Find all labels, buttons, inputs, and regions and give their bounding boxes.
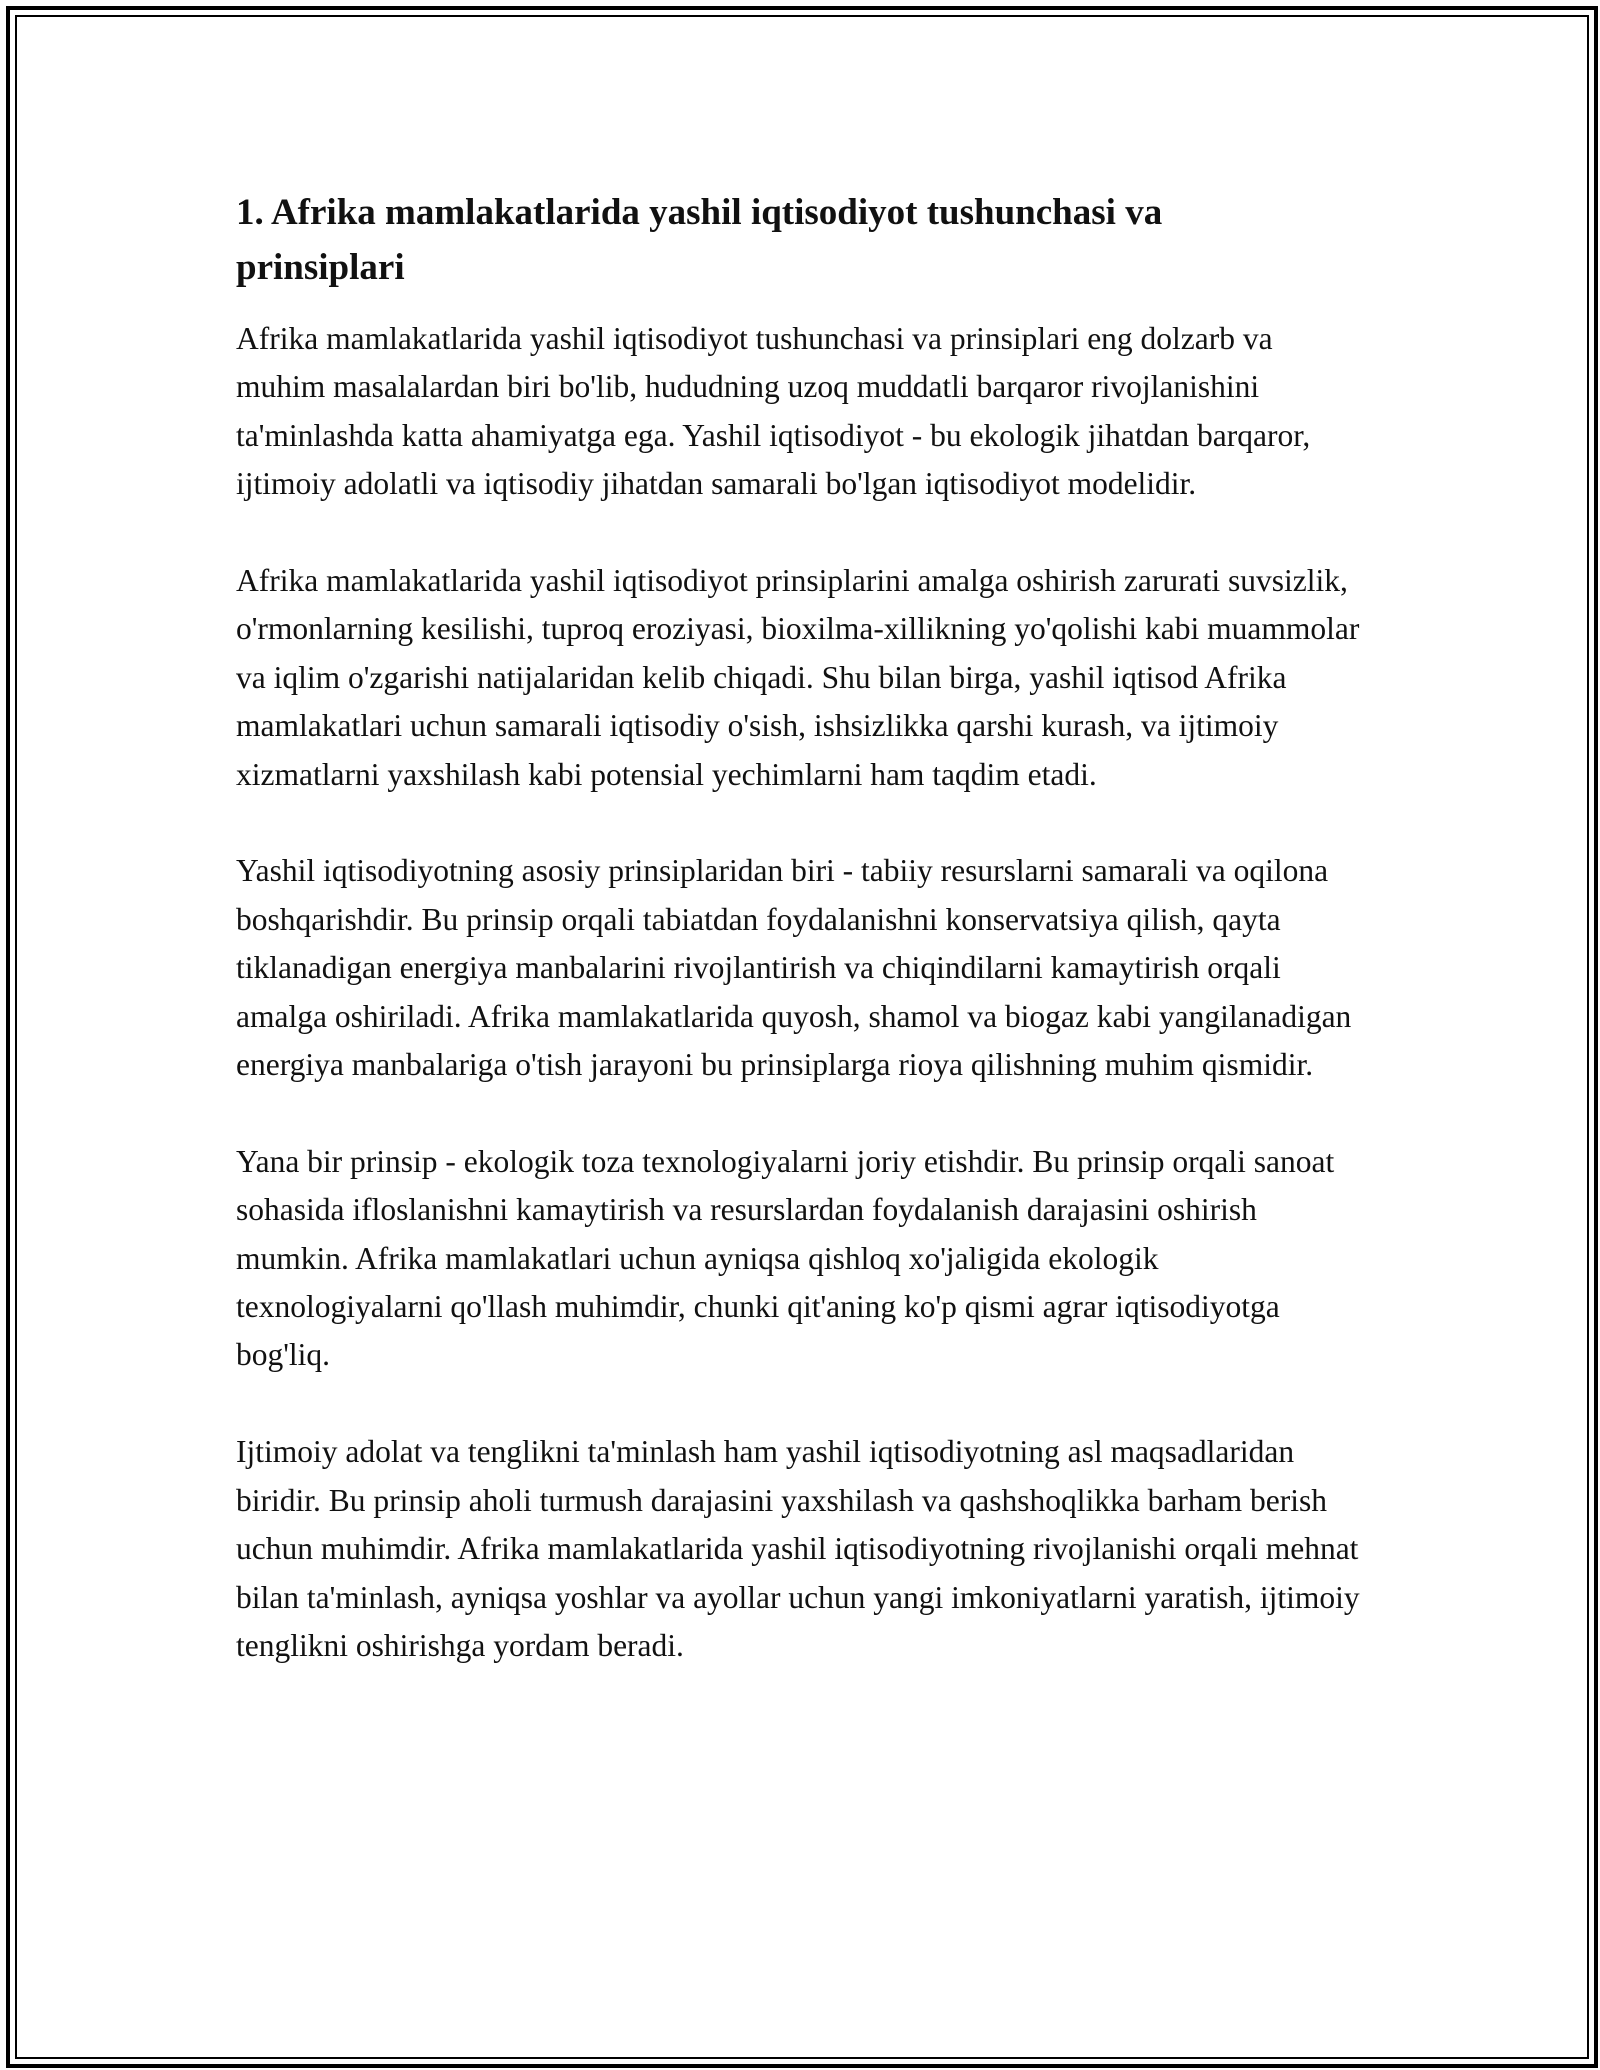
paragraph-1: Afrika mamlakatlarida yashil iqtisodiyot tushunchasi va prinsiplari eng dolzarb va muhim masalalardan biri bo'lib, hududning uzoq muddatli barqaror rivojlanishini ta'minlashda katta ahamiyatga ega. Yashil iqtisodiyot - bu ekologik jihatdan barqaror, ijtimoiy adolatli va iqtisodiy jihatdan samarali bo'lgan iqtisodiyot modelidir. (236, 321, 1311, 502)
paragraph-4: Yana bir prinsip - ekologik toza texnologiyalarni joriy etishdir. Bu prinsip orqali sanoat sohasida ifloslanishni kamaytirish va resurslardan foydalanish darajasini oshirish mumkin. Afrika mamlakatlari uchun ayniqsa qishloq xo'jaligida ekologik texnologiyalarni qo'llash muhimdir, chunki qit'aning ko'p qismi agrar iqtisodiyotga bog'liq. (236, 1143, 1335, 1373)
section-heading: 1. Afrika mamlakatlarida yashil iqtisodiyot tushunchasi va prinsiplari (236, 192, 1163, 288)
paragraph-5: Ijtimoiy adolat va tenglikni ta'minlash ham yashil iqtisodiyotning asl maqsadlaridan biridir. Bu prinsip aholi turmush darajasini yaxshilash va qashshoqlikka barham berish uchun muhimdir. Afrika mamlakatlarida yashil iqtisodiyotning rivojlanishi orqali mehnat bilan ta'minlash, ayniqsa yoshlar va ayollar uchun yangi imkoniyatlarni yaratish, ijtimoiy tenglikni oshirishga yordam beradi. (236, 1434, 1360, 1663)
paragraph-2: Afrika mamlakatlarida yashil iqtisodiyot prinsiplarini amalga oshirish zarurati suvsizlik, o'rmonlarning kesilishi, tuproq eroziyasi, bioxilma-xillikning yo'qolishi kabi muammolar va iqlim o'zgarishi natijalaridan kelib chiqadi. Shu bilan birga, yashil iqtisod Afrika mamlakatlari uchun samarali iqtisodiy o'sish, ishsizlikka qarshi kurash, va ijtimoiy xizmatlarni yaxshilash kabi potensial yechimlarni ham taqdim etadi. (236, 563, 1360, 792)
paragraph-3: Yashil iqtisodiyotning asosiy prinsiplaridan biri - tabiiy resurslarni samarali va oqilona boshqarishdir. Bu prinsip orqali tabiatdan foydalanishni konservatsiya qilish, qayta tiklanadigan energiya manbalarini rivojlantirish va chiqindilarni kamaytirish orqali amalga oshiriladi. Afrika mamlakatlarida quyosh, shamol va biogaz kabi yangilanadigan energiya manbalariga o'tish jarayoni bu prinsiplarga rioya qilishning muhim qismidir. (236, 853, 1352, 1083)
document-body (236, 185, 1376, 1719)
